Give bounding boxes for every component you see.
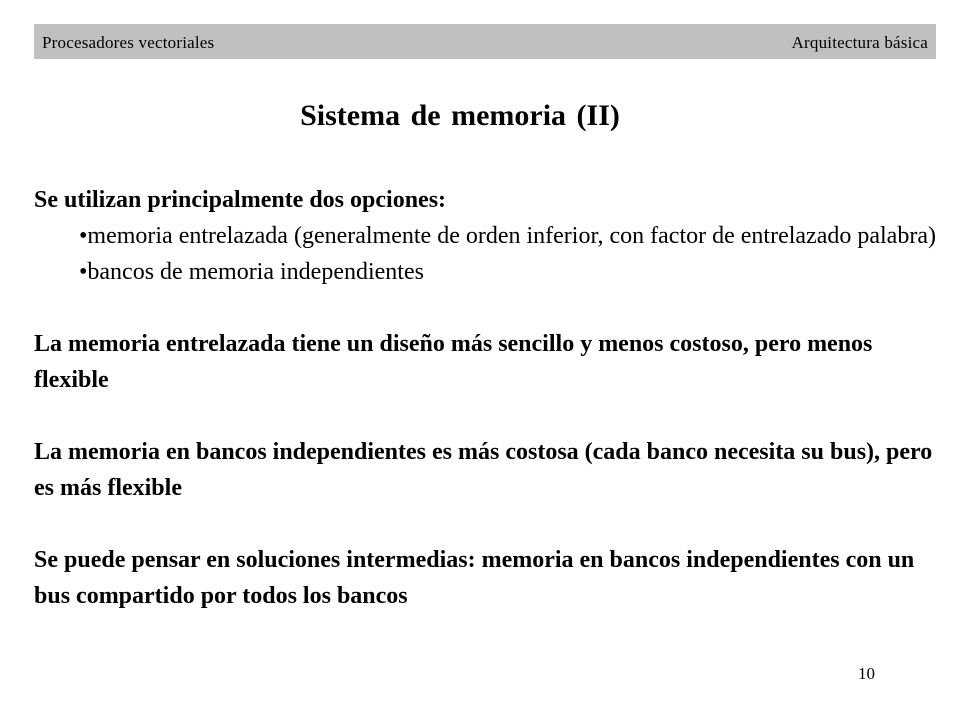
options-list — [34, 218, 944, 290]
paragraph-independent-banks: La memoria en bancos independientes es más costosa (cada banco necesita su bus), pero es más flexible — [34, 439, 933, 501]
list-item: •memoria entrelazada (generalmente de orden inferior, con factor de entrelazado palabra) — [79, 223, 936, 249]
intro-text: Se utilizan principalmente dos opciones: — [34, 187, 447, 213]
page-number: 10 — [858, 664, 875, 683]
header-left-title: Procesadores vectoriales — [42, 33, 215, 52]
paragraph-intermediate: Se puede pensar en soluciones intermedias: memoria en bancos independientes con un bus compartido por todos los bancos — [34, 547, 915, 609]
header-bar — [34, 24, 936, 59]
slide-title: Sistema de memoria (II) — [300, 99, 620, 132]
paragraph-interleaved: La memoria entrelazada tiene un diseño más sencillo y menos costoso, pero menos flexible — [34, 331, 873, 393]
list-item: •bancos de memoria independientes — [79, 259, 424, 285]
slide-content — [34, 182, 944, 614]
header-right-title: Arquitectura básica — [791, 33, 928, 52]
